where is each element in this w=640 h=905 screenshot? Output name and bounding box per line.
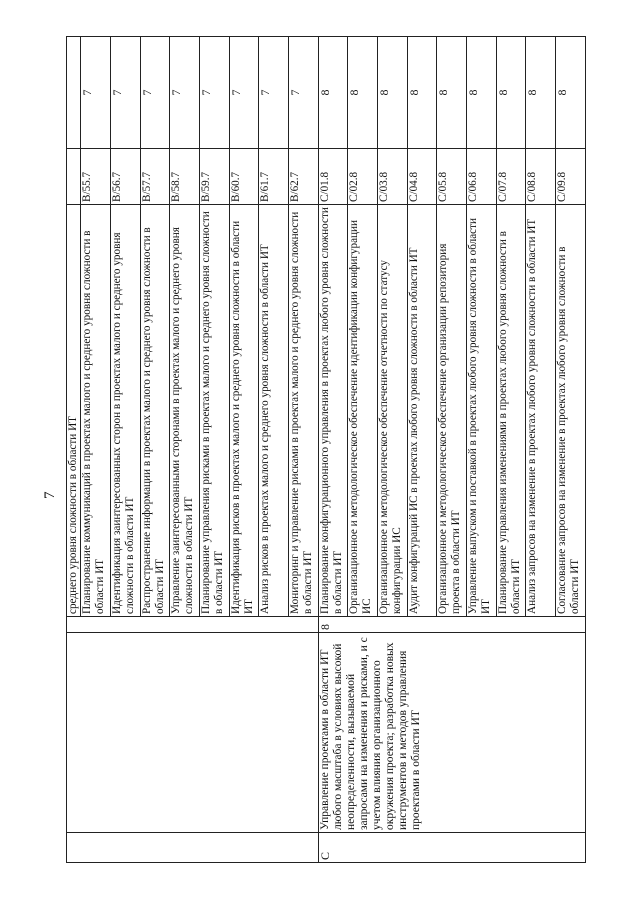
task-name: Согласование запросов на изменение в проектах любого уровня сложности в области ИТ	[556, 205, 586, 617]
function-name-cell-empty	[67, 633, 319, 833]
task-level: 8	[556, 37, 586, 149]
task-name: Анализ запросов на изменение в проектах любого уровня сложности в области ИТ	[526, 205, 556, 617]
task-level: 7	[259, 37, 289, 149]
task-code: C/04.8	[407, 149, 437, 205]
task-name: Управление заинтересованными сторонами в проектах малого и среднего уровня сложности в области ИТ	[170, 205, 200, 617]
task-name: Организационное и методологическое обеспечение организации репозитория проекта в области ИТ	[437, 205, 467, 617]
task-code: C/03.8	[378, 149, 408, 205]
task-name: среднего уровня сложности в области ИТ	[67, 205, 81, 617]
task-code: B/56.7	[111, 149, 141, 205]
task-name: Управление выпуском и поставкой в проектах любого уровня сложности в области ИТ	[467, 205, 497, 617]
task-level: 8	[526, 37, 556, 149]
section-code: C	[318, 833, 585, 863]
task-name: Планирование управления рисками в проектах малого и среднего уровня сложности в области ИТ	[200, 205, 230, 617]
task-level: 7	[81, 37, 111, 149]
task-code: B/57.7	[140, 149, 170, 205]
task-name: Идентификация заинтересованных сторон в проектах малого и среднего уровня сложности в области ИТ	[111, 205, 141, 617]
task-code: B/60.7	[229, 149, 259, 205]
task-code: C/01.8	[318, 149, 348, 205]
table-row	[318, 37, 348, 863]
functions-table	[66, 36, 586, 863]
task-name: Планирование конфигурационного управления в проектах любого уровня сложности в области ИТ	[318, 205, 348, 617]
task-level: 7	[229, 37, 259, 149]
function-level: 8	[318, 617, 585, 633]
task-level: 7	[200, 37, 230, 149]
task-level: 8	[437, 37, 467, 149]
table-row	[67, 37, 81, 863]
task-code: C/05.8	[437, 149, 467, 205]
task-name: Аудит конфигураций ИС в проектах любого уровня сложности в области ИТ	[407, 205, 437, 617]
task-code: B/55.7	[81, 149, 111, 205]
task-name: Организационное и методологическое обеспечение идентификации конфигурации ИС	[348, 205, 378, 617]
task-level: 7	[289, 37, 319, 149]
task-level: 8	[378, 37, 408, 149]
task-name: Идентификация рисков в проектах малого и среднего уровня сложности в области ИТ	[229, 205, 259, 617]
task-name: Организационное и методологическое обеспечение отчетности по статусу конфигурации ИС	[378, 205, 408, 617]
task-level: 8	[348, 37, 378, 149]
task-name: Планирование управления изменениями в проектах любого уровня сложности в области ИТ	[496, 205, 526, 617]
task-code: C/07.8	[496, 149, 526, 205]
task-name: Анализ рисков в проектах малого и среднего уровня сложности в области ИТ	[259, 205, 289, 617]
task-level: 8	[407, 37, 437, 149]
task-code: B/61.7	[259, 149, 289, 205]
task-code: C/06.8	[467, 149, 497, 205]
task-code: C/08.8	[526, 149, 556, 205]
task-level: 8	[467, 37, 497, 149]
task-code: C/02.8	[348, 149, 378, 205]
section-code-cell-empty	[67, 833, 319, 863]
task-level: 8	[318, 37, 348, 149]
task-level: 8	[496, 37, 526, 149]
page-number: 7	[42, 491, 58, 499]
task-level: 7	[140, 37, 170, 149]
task-name: Распространение информации в проектах малого и среднего уровня сложности в области ИТ	[140, 205, 170, 617]
task-level: 7	[170, 37, 200, 149]
task-code: B/58.7	[170, 149, 200, 205]
task-code: B/62.7	[289, 149, 319, 205]
function-name: Управление проектами в области ИТ любого масштаба в условиях высокой неопределенности, вызываемой запросами на изменения и рисками, и с учетом влияния организационного окружения проекта; разработка новых инструментов и методов управления проектами в области ИТ	[318, 633, 585, 833]
task-level: 7	[111, 37, 141, 149]
task-name: Планирование коммуникаций в проектах малого и среднего уровня сложности в области ИТ	[81, 205, 111, 617]
task-level	[67, 37, 81, 149]
task-code: C/09.8	[556, 149, 586, 205]
task-code	[67, 149, 81, 205]
task-name: Мониторинг и управление рисками в проектах малого и среднего уровня сложности в области ИТ	[289, 205, 319, 617]
task-code: B/59.7	[200, 149, 230, 205]
level-cell-empty	[67, 617, 319, 633]
